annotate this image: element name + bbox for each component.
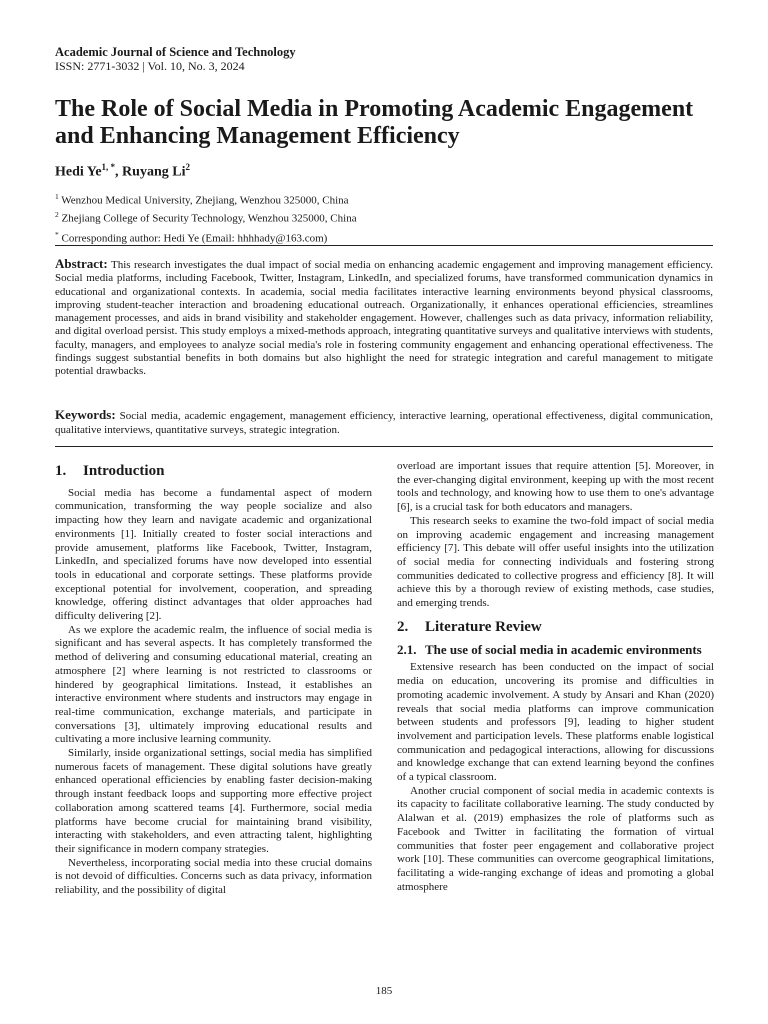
subsection-number: 2.1. (397, 642, 417, 658)
subsection-title: The use of social media in academic environments (425, 642, 702, 658)
affiliation-mark: 1 (55, 192, 59, 201)
affiliation-line (55, 208, 357, 226)
author-name: Ruyang Li (122, 164, 186, 180)
page-number: 185 (375, 985, 393, 997)
affiliation-text: Wenzhou Medical University, Zhejiang, Wenzhou 325000, China (58, 194, 349, 207)
section-heading-introduction (55, 465, 372, 479)
corresponding-mark: * (55, 230, 59, 240)
author-affiliation-mark: 2 (185, 162, 190, 172)
author-name: Hedi Ye (55, 164, 102, 180)
section-number: 2. (397, 618, 409, 635)
body-paragraph: Extensive research has been conducted on the impact of social media on education, uncovering its promise and difficulties in promoting academic involvement. A study by Ansari and Khan (2020) reveals that social media platforms can improve communication between students and professors [9], leading to higher student involvement and participation levels. These platforms enable logistical communication and pedagogical interactions, allowing for discussions and knowledge exchange that can extend learning beyond the confines of a typical classroom. (397, 661, 714, 784)
right-column (397, 460, 714, 894)
keywords-label: Keywords: (55, 407, 116, 422)
journal-issn: ISSN: 2771-3032 | Vol. 10, No. 3, 2024 (55, 59, 245, 73)
divider-bottom (55, 446, 713, 447)
body-paragraph: Similarly, inside organizational settings, social media has simplified numerous facets of management. These digital solutions have greatly enhanced operational efficiencies by enabling faster decision-making through instant feedback loops and supporting more effective project collaboration among scattered teams [4]. Furthermore, social media platforms have become crucial for maintaining brand visibility, interacting with stakeholders, and even attracting talent, highlighting their significance in modern company strategies. (55, 747, 372, 855)
body-paragraph: Another crucial component of social media in academic contexts is its capacity to facilitate collaborative learning. The study conducted by Alalwan et al. (2019) emphasizes the role of platforms such as Facebook and Twitter in facilitating the formation of virtual communities that foster peer engagement and collaborative project work [10]. These communities can overcome geographical limitations, facilitating a wide-ranging exchange of ideas and promoting a global atmosphere (397, 784, 714, 893)
body-paragraph: This research seeks to examine the two-fold impact of social media on improving academic engagement and increasing management efficiency [7]. This debate will offer useful insights into the utilization of social media for connecting individuals and fostering strong communities dedicated to collective progress and efficiency [8]. It will achieve this by a thorough review of existing methods, case studies, and emerging trends. (397, 514, 714, 610)
body-paragraph-continued: overload are important issues that require attention [5]. Moreover, in the ever-changing digital environment, keeping up with the most recent tools and technology, and knowing how to use them to one's advantage [6], is a crucial task for both educators and managers. (397, 460, 714, 514)
section-title: Introduction (83, 463, 165, 479)
affiliation-mark: 2 (55, 209, 59, 219)
corresponding-author (55, 228, 357, 246)
abstract-label: Abstract: (55, 256, 108, 271)
author-list (55, 162, 190, 181)
keywords (55, 408, 713, 437)
section-heading-literature-review (397, 618, 714, 635)
author-separator: , (115, 164, 123, 180)
affiliation-line (55, 190, 357, 208)
corresponding-text: Corresponding author: Hedi Ye (Email: hhhhady@163.com) (58, 232, 328, 245)
section-number: 1. (55, 463, 67, 479)
divider-top (55, 245, 713, 246)
journal-name: Academic Journal of Science and Technology (55, 45, 296, 59)
body-paragraph: Nevertheless, incorporating social media into these crucial domains is not devoid of difficulties. Concerns such as data privacy, information reliability, and the possibility of digital (55, 856, 372, 897)
body-paragraph: Social media has become a fundamental aspect of modern communication, transforming the way people socialize and also impacting how they learn and navigate academic and organizational environments [1]. Initially created to foster social interactions and provide amusement, platforms like Facebook, Twitter, Instagram, LinkedIn, and specialized forums have now developed into essential tools in educational and corporate settings. These platforms provide exceptional potential for involvement, cooperation, and spreading knowledge, offering distinct advantages that older approaches had difficulty delivering [2]. (55, 486, 372, 623)
paper-title: The Role of Social Media in Promoting Academic Engagement and Enhancing Management Efficiency (55, 96, 694, 149)
affiliations (55, 190, 357, 246)
section-title: Literature Review (425, 618, 542, 635)
body-paragraph: As we explore the academic realm, the influence of social media is significant and has several aspects. It has completely transformed the method of delivering and consuming educational material, creating an atmosphere [2] where learning is not restricted to classrooms or hindered by geographical limitations. Instead, it establishes an interactive environment where students and instructors may engage in real-time communication, exchange materials, and participate in conversations [3], ultimately improving educational results and cultivating a more inclusive learning community. (55, 623, 372, 746)
abstract-text: This research investigates the dual impact of social media on enhancing academic engagement and improving management efficiency. Social media platforms, including Facebook, Twitter, Instagram, LinkedIn, and specialized forums, have transformed communication dynamics in educational and organizational contexts. In academia, social media facilitates interactive learning environments beyond physical classrooms, improving student-teacher interaction and broadening educational outreach. Organizationally, it enhances operational efficiencies, streamlines management processes, and aids in brand visibility and stakeholder engagement. However, challenges such as data privacy, information reliability, and digital overload persist. This study employs a mixed-methods approach, integrating quantitative surveys and qualitative interviews with students, faculty, managers, and employees to analyze social media's role in fostering community engagement and enhancing operational effectiveness. The findings suggest substantial benefits in both domains but also highlight the need for strategic integration and careful management to mitigate potential drawbacks. (55, 259, 713, 378)
abstract (55, 257, 713, 379)
author-affiliation-mark: 1, * (101, 162, 116, 172)
left-column (55, 458, 372, 898)
keywords-text: Social media, academic engagement, management efficiency, interactive learning, operational effectiveness, digital communication, qualitative interviews, quantitative surveys, strategic integration. (55, 410, 713, 436)
affiliation-text: Zhejiang College of Security Technology, Wenzhou 325000, China (58, 212, 357, 225)
subsection-heading (397, 642, 714, 658)
